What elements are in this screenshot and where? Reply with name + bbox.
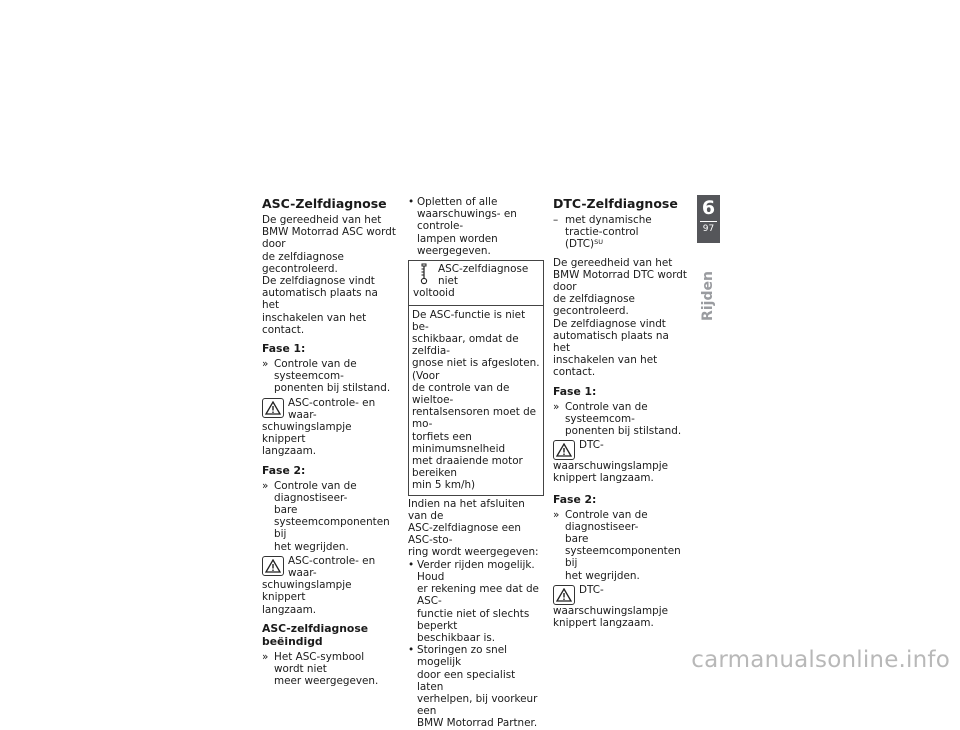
warning-triangle-icon <box>553 585 575 605</box>
column-asc-continued <box>408 196 544 730</box>
asc-end-step: » Het ASC-symbool wordt niet meer weergegeven. <box>262 650 379 688</box>
bullet-repair-faults: • Storingen zo snel mogelijk door een specialist laten verhelpen, bij voorkeur een BMW Motorrad Partner. <box>408 644 538 730</box>
notice-body: De ASC-functie is niet be- schikbaar, omdat de zelfdia- gnose niet is afgesloten. (Voor de controle van de wieltoe- rentalsensoren moet de mo- torfiets een minimumsnelheid met draaiende motor bereiken min 5 km/h) <box>412 308 540 492</box>
watermark: carmanualsonline.info <box>691 647 950 673</box>
chapter-number: 6 <box>701 197 716 219</box>
chapter-divider <box>700 221 717 222</box>
asc-fase1-heading: Fase 1: <box>262 342 306 356</box>
notice-header: ASC-zelfdiagnose niet voltooid <box>409 261 543 306</box>
equipment-superscript: SU <box>594 238 603 247</box>
dtc-intro: De gereedheid van het BMW Motorrad DTC wordt door de zelfdiagnose gecontroleerd. De zelfdiagnose vindt automatisch plaats na het inschakelen van het contact. <box>553 256 687 379</box>
notice-box <box>408 260 544 496</box>
dtc-fase2-lamp-note: DTC-waarschuwingslampje knippert langzaam. <box>553 583 669 630</box>
dtc-equipment-note: – met dynamische tractie-control (DTC)$^{SU}$ <box>553 214 652 251</box>
dtc-title: DTC-Zelfdiagnose <box>553 196 678 211</box>
page-number: 97 <box>702 224 715 234</box>
asc-fase2-lamp-note: ASC-controle- en waar- schuwingslampje knippert <box>262 554 376 604</box>
dtc-fase1-step: » Controle van de systeemcom- ponenten bij stilstand. <box>553 400 682 438</box>
column-dtc <box>553 196 687 629</box>
chapter-tab <box>697 195 720 243</box>
asc-fase1-lamp-note: ASC-controle- en waar- schuwingslampje knippert <box>262 396 376 446</box>
asc-title: ASC-Zelfdiagnose <box>262 196 387 211</box>
warning-triangle-icon <box>262 398 284 418</box>
column-asc <box>262 196 396 688</box>
asc-end-heading: ASC-zelfdiagnose beëindigd <box>262 621 369 648</box>
asc-fase1-step: » Controle van de systeemcom- ponenten bij stilstand. <box>262 358 391 395</box>
dtc-fase2-heading: Fase 2: <box>553 492 597 506</box>
dtc-fase1-heading: Fase 1: <box>553 384 597 398</box>
asc-intro: De gereedheid van het BMW Motorrad ASC wordt door de zelfdiagnose gecontroleerd. De zelfdiagnose vindt automatisch plaats na het inschakelen van het contact. <box>262 214 396 336</box>
dtc-fase1-lamp-note: DTC-waarschuwingslampje knippert langzaam. <box>553 439 669 485</box>
asc-fase2-heading: Fase 2: <box>262 463 306 477</box>
asc-fase2-step: » Controle van de diagnostiseer- bare systeemcomponenten bij het wegrijden. <box>262 479 390 553</box>
after-notice-text: Indien na het afsluiten van de ASC-zelfdiagnose een ASC-sto- ring wordt weergegeven: <box>408 497 539 559</box>
warning-triangle-icon <box>553 440 575 460</box>
bullet-continue-riding: • Verder rijden mogelijk. Houd er rekening mee dat de ASC- functie niet of slechts beperkt beschikbaar is. <box>408 558 539 644</box>
bullet-check-lamps: • Opletten of alle waarschuwings- en controle- lampen worden weergegeven. <box>408 196 517 257</box>
asc-fase1-after: langzaam. <box>262 445 317 458</box>
dtc-fase2-step: » Controle van de diagnostiseer- bare systeemcomponenten bij het wegrijden. <box>553 508 681 582</box>
asc-fase2-after: langzaam. <box>262 603 317 616</box>
dipstick-icon <box>416 263 432 285</box>
chapter-label: Rijden <box>700 271 716 321</box>
warning-triangle-icon <box>262 556 284 576</box>
